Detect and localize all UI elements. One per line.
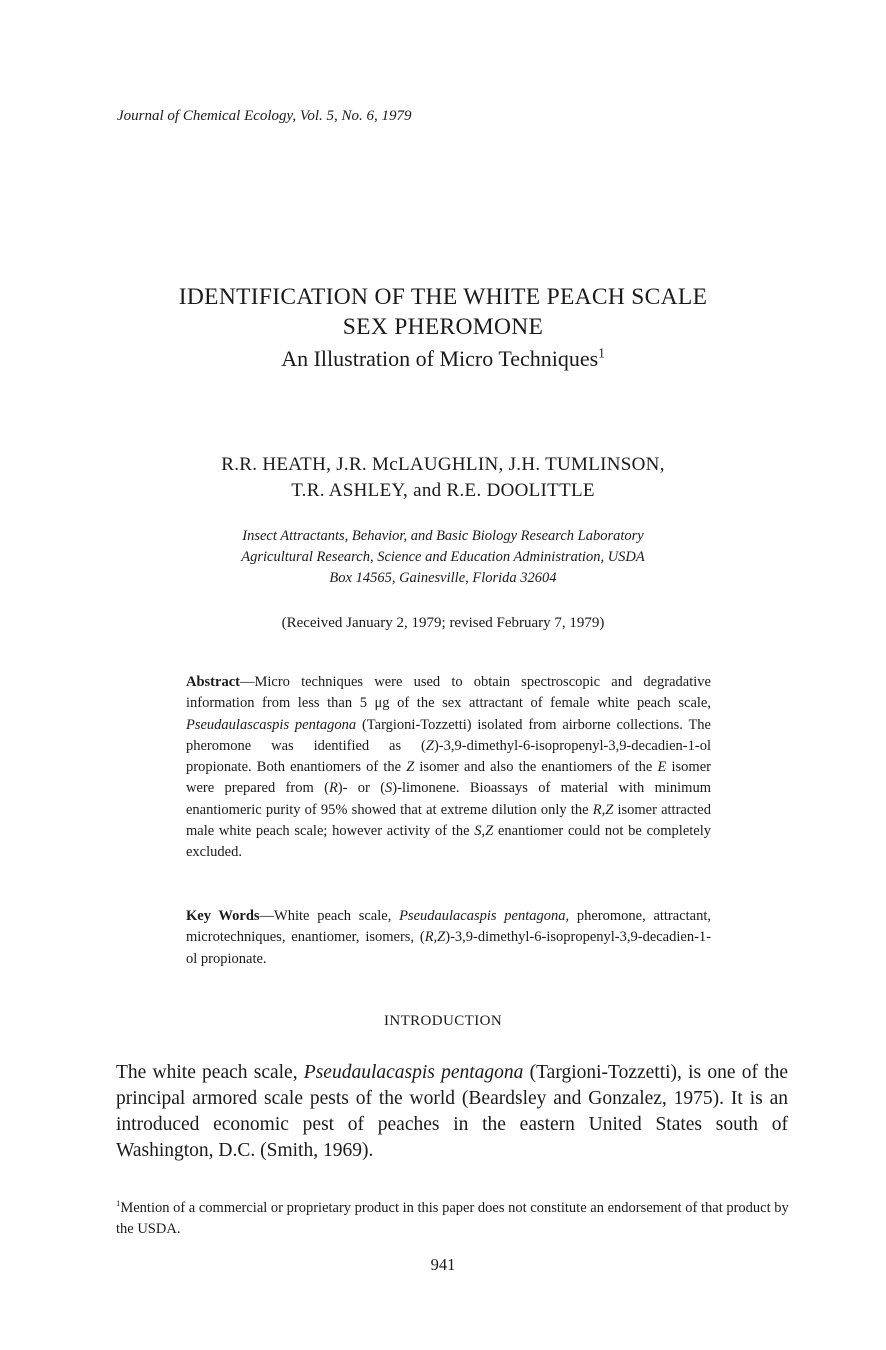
abstract-label: Abstract: [186, 674, 240, 690]
authors-line-1: R.R. HEATH, J.R. McLAUGHLIN, J.H. TUMLINSON,: [221, 454, 665, 475]
author-list: [0, 452, 886, 504]
page-number: 941: [430, 1255, 456, 1274]
abstract-isomer: R: [328, 780, 338, 797]
key-words-species: Pseudaulacaspis pentagona,: [399, 908, 570, 924]
abstract-text: enantiomer could not be completely excluded.: [186, 823, 711, 861]
affiliation-line-1: Insect Attractants, Behavior, and Basic Biology Research Laboratory: [242, 528, 644, 544]
footnote: [116, 1198, 790, 1239]
key-words-isomer: R,Z: [424, 929, 446, 946]
abstract-text: isomer were prepared from (: [186, 759, 711, 797]
abstract-isomer: S: [385, 780, 393, 797]
abstract-isomer: E: [657, 759, 667, 776]
authors-line-2: T.R. ASHLEY, and R.E. DOOLITTLE: [291, 480, 595, 501]
abstract-text: —Micro techniques were used to obtain spectroscopic and degradative information from less than 5 μg of the sex attractant of female white peach scale,: [186, 674, 711, 712]
footnote-mark: 1: [116, 1198, 121, 1209]
abstract-text: )-3,9-dimethyl-6-isopropenyl-3,9-decadien-1-ol propionate. Both enantiomers of the: [186, 737, 711, 776]
key-words-text: pheromone, attractant, microtechniques, enantiomer, isomers, (: [186, 908, 712, 946]
received-dates: (Received January 2, 1979; revised February 7, 1979): [281, 615, 605, 631]
title-line-2: SEX PHEROMONE: [342, 314, 544, 340]
abstract-text: (Targioni-Tozzetti) isolated from airborne collections. The pheromone was identified as (: [186, 716, 711, 754]
abstract-isomer: R,Z: [592, 801, 614, 818]
title-footnote-ref: 1: [598, 345, 605, 361]
section-heading-introduction: INTRODUCTION: [383, 1013, 503, 1029]
abstract-isomer: S,Z: [474, 823, 494, 840]
affiliation: [0, 526, 886, 589]
abstract-text: isomer attracted male white peach scale; however activity of the: [186, 801, 711, 840]
abstract-text: )-limonene. Bioassays of material with minimum enantiomeric purity of 95% showed that at extreme dilution only the: [186, 780, 711, 818]
abstract-species: Pseudaulascaspis pentagona: [186, 716, 357, 733]
intro-text: The white peach scale,: [116, 1062, 304, 1083]
affiliation-line-2: Agricultural Research, Science and Education Administration, USDA: [241, 549, 645, 565]
paper-title: [0, 282, 886, 376]
affiliation-line-3: Box 14565, Gainesville, Florida 32604: [329, 570, 557, 586]
subtitle-text: An Illustration of Micro Techniques: [281, 346, 599, 371]
key-words-label: Key Words: [186, 908, 260, 924]
abstract-isomer: Z: [406, 759, 415, 776]
key-words-text: —White peach scale,: [259, 908, 400, 924]
footnote-text: Mention of a commercial or proprietary product in this paper does not constitute an endorsement of that product by the USDA.: [116, 1200, 789, 1237]
journal-citation: Journal of Chemical Ecology, Vol. 5, No. 6, 1979: [117, 108, 412, 124]
intro-text: (Targioni-Tozzetti), is one of the principal armored scale pests of the world (Beardsley and Gonzalez, 1975). It is an introduced economic pest of peaches in the eastern United States south of Washington, D.C. (Smith, 1969).: [116, 1062, 788, 1161]
introduction-paragraph: [116, 1060, 788, 1164]
abstract-text: isomer and also the enantiomers of the: [414, 759, 658, 776]
abstract: [186, 672, 711, 864]
key-words-text: )-3,9-dimethyl-6-isopropenyl-3,9-decadien-1-ol propionate.: [186, 929, 711, 967]
key-words: [186, 906, 711, 970]
intro-species: Pseudaulacaspis pentagona: [303, 1062, 524, 1083]
abstract-text: )- or (: [337, 780, 386, 797]
title-subtitle: [0, 342, 886, 376]
title-line-1: IDENTIFICATION OF THE WHITE PEACH SCALE: [178, 284, 708, 310]
abstract-isomer: Z: [425, 737, 434, 754]
